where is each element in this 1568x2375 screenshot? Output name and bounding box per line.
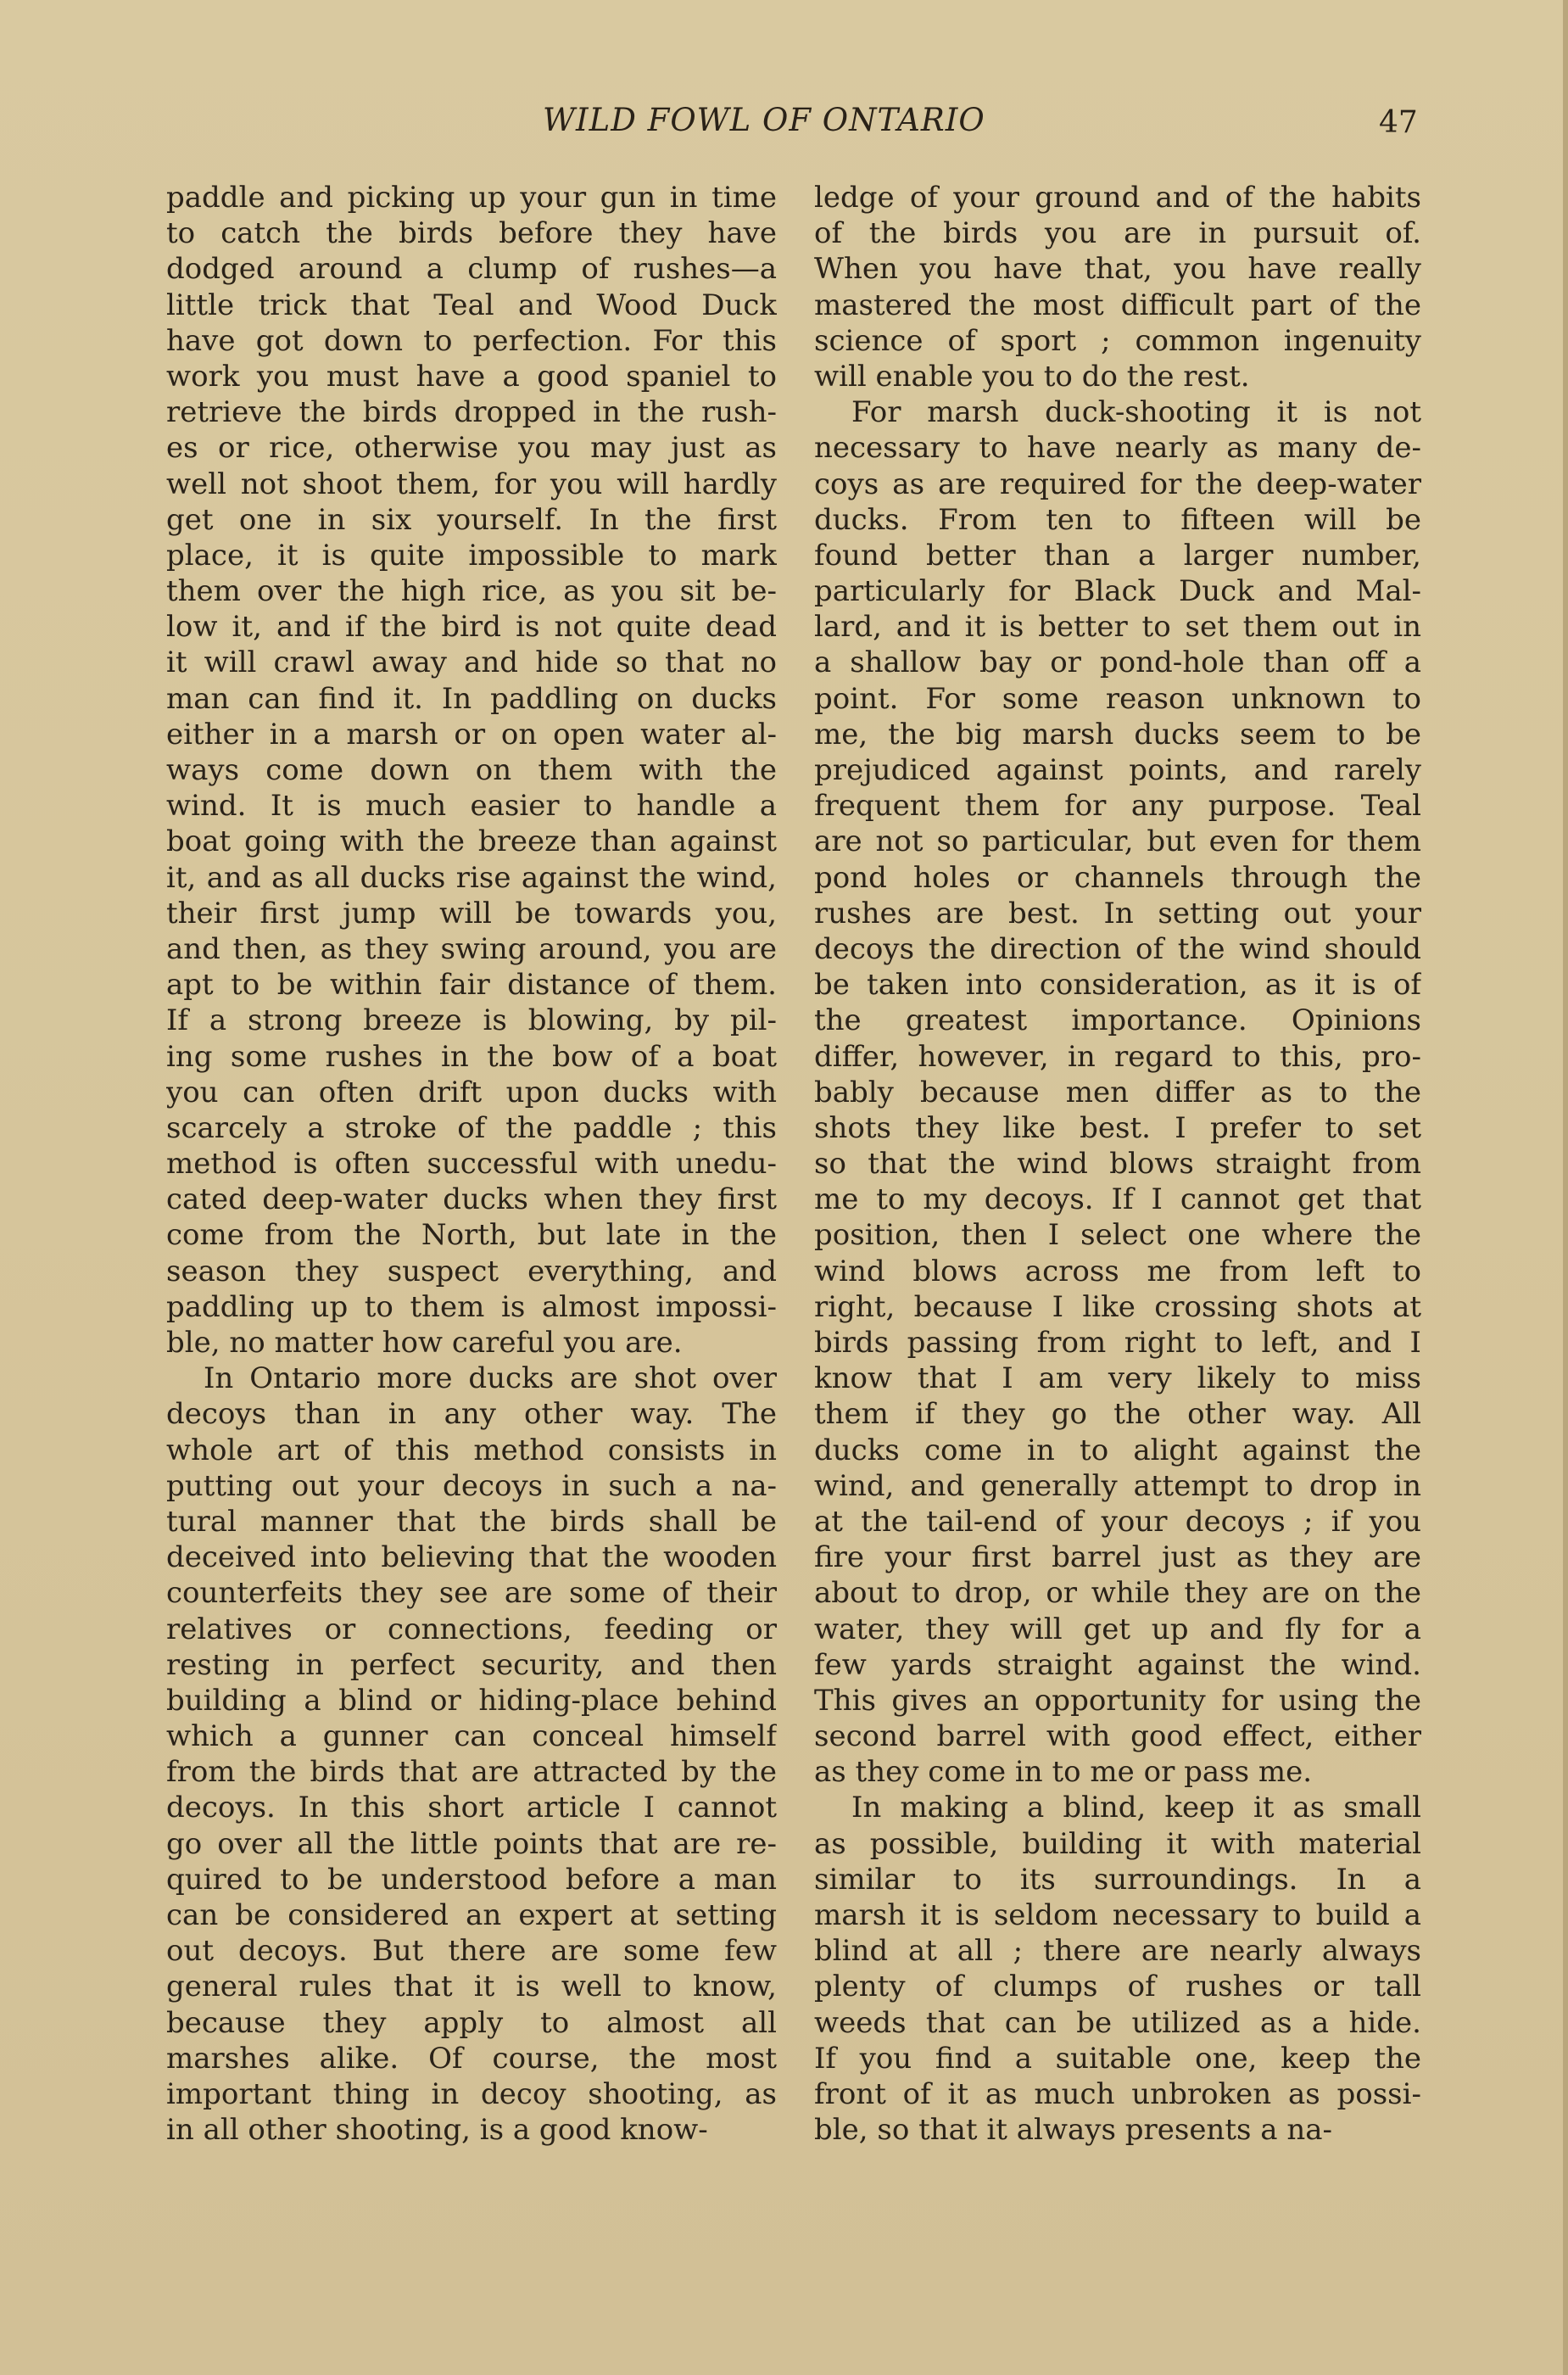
left-column-line: ways come down on them with the: [166, 753, 777, 787]
left-column-line: it will crawl away and hide so that no: [166, 645, 777, 680]
right-column-line: lard, and it is better to set them out in: [814, 610, 1421, 645]
left-column-line: to catch the birds before they have: [166, 216, 777, 251]
right-column-line: similar to its surroundings. In a: [814, 1862, 1421, 1897]
right-column-line: blind at all ; there are nearly always: [814, 1934, 1421, 1969]
right-column-line: of the birds you are in pursuit of.: [814, 216, 1421, 251]
page-edge: [1563, 0, 1568, 2375]
left-column-line: whole art of this method consists in: [166, 1433, 777, 1467]
right-column-line: shots they like best. I prefer to set: [814, 1110, 1421, 1145]
right-column-line: a shallow bay or pond-hole than off a: [814, 645, 1421, 680]
right-column-line: ducks. From ten to fifteen will be: [814, 502, 1421, 537]
right-column-line: When you have that, you have really: [814, 252, 1421, 287]
left-column-line: relatives or connections, feeding or: [166, 1612, 777, 1646]
left-column-line: boat going with the breeze than against: [166, 824, 777, 859]
left-column-line: out decoys. But there are some few: [166, 1934, 777, 1969]
right-column-line: differ, however, in regard to this, pro-: [814, 1039, 1421, 1074]
right-column-line: found better than a larger number,: [814, 538, 1421, 573]
right-column-line: second barrel with good effect, either: [814, 1719, 1421, 1754]
left-column-line: from the birds that are attracted by the: [166, 1755, 777, 1790]
right-column-line: marsh it is seldom necessary to build a: [814, 1898, 1421, 1932]
left-column-line: place, it is quite impossible to mark: [166, 538, 777, 573]
right-column-line: the greatest importance. Opinions: [814, 1003, 1421, 1038]
right-column-line: particularly for Black Duck and Mal-: [814, 574, 1421, 609]
left-column-line: because they apply to almost all: [166, 2005, 777, 2040]
left-column-line: apt to be within fair distance of them.: [166, 968, 777, 1003]
right-column-line: me, the big marsh ducks seem to be: [814, 717, 1421, 752]
left-column-line: man can find it. In paddling on ducks: [166, 681, 777, 716]
left-column-line: In Ontario more ducks are shot over: [204, 1361, 777, 1396]
right-column-line: few yards straight against the wind.: [814, 1647, 1421, 1682]
right-column-line: are not so particular, but even for them: [814, 824, 1421, 859]
right-column-line: me to my decoys. If I cannot get that: [814, 1182, 1421, 1217]
left-column-line: and then, as they swing around, you are: [166, 931, 777, 966]
left-column-line: in all other shooting, is a good know-: [166, 2113, 708, 2148]
left-column-line: either in a marsh or on open water al-: [166, 717, 777, 752]
left-column-line: you can often drift upon ducks with: [166, 1075, 777, 1109]
right-column-line: so that the wind blows straight from: [814, 1147, 1421, 1182]
right-column-line: If you find a suitable one, keep the: [814, 2041, 1421, 2076]
right-column-line: fire your first barrel just as they are: [814, 1540, 1421, 1575]
left-column-line: them over the high rice, as you sit be-: [166, 574, 777, 609]
left-column-line: If a strong breeze is blowing, by pil-: [166, 1003, 777, 1038]
left-column-line: paddle and picking up your gun in time: [166, 181, 777, 215]
right-column-line: ble, so that it always presents a na-: [814, 2113, 1332, 2148]
running-title: WILD FOWL OF ONTARIO: [543, 102, 985, 138]
left-column-line: resting in perfect security, and then: [166, 1647, 777, 1682]
right-column-line: bably because men differ as to the: [814, 1075, 1421, 1109]
left-column-line: method is often successful with unedu-: [166, 1147, 777, 1182]
left-column-line: wind. It is much easier to handle a: [166, 789, 777, 824]
left-column-line: come from the North, but late in the: [166, 1218, 777, 1253]
left-column-line: go over all the little points that are re-: [166, 1826, 777, 1861]
right-column-line: wind blows across me from left to: [814, 1254, 1421, 1288]
left-column-line: scarcely a stroke of the paddle ; this: [166, 1110, 777, 1145]
right-column-line: them if they go the other way. All: [814, 1397, 1421, 1432]
right-column-line: necessary to have nearly as many de-: [814, 431, 1421, 466]
left-column-line: paddling up to them is almost impossi-: [166, 1289, 777, 1324]
left-column-line: deceived into believing that the wooden: [166, 1540, 777, 1575]
left-column-line: putting out your decoys in such a na-: [166, 1468, 777, 1503]
right-column-line: plenty of clumps of rushes or tall: [814, 1970, 1421, 2004]
right-column-line: point. For some reason unknown to: [814, 681, 1421, 716]
left-column-line: it, and as all ducks rise against the wind,: [166, 860, 777, 895]
right-column-line: In making a blind, keep it as small: [851, 1791, 1421, 1825]
left-column-line: little trick that Teal and Wood Duck: [166, 288, 777, 322]
left-column-line: building a blind or hiding-place behind: [166, 1683, 777, 1718]
left-column-line: work you must have a good spaniel to: [166, 359, 777, 394]
right-column-line: be taken into consideration, as it is of: [814, 968, 1421, 1003]
right-column-line: wind, and generally attempt to drop in: [814, 1468, 1421, 1503]
right-column-line: ledge of your ground and of the habits: [814, 181, 1421, 215]
right-column-line: prejudiced against points, and rarely: [814, 753, 1421, 787]
right-column-line: about to drop, or while they are on the: [814, 1576, 1421, 1611]
left-column-line: decoys than in any other way. The: [166, 1397, 777, 1432]
right-column-line: water, they will get up and fly for a: [814, 1612, 1421, 1646]
right-column-line: birds passing from right to left, and I: [814, 1326, 1421, 1360]
right-column-line: as possible, building it with material: [814, 1826, 1421, 1861]
left-column-line: marshes alike. Of course, the most: [166, 2041, 777, 2076]
right-column-line: For marsh duck-shooting it is not: [851, 395, 1421, 430]
right-column-line: position, then I select one where the: [814, 1218, 1421, 1253]
left-column-line: their first jump will be towards you,: [166, 896, 777, 930]
left-column-line: ing some rushes in the bow of a boat: [166, 1039, 777, 1074]
right-column-line: ducks come in to alight against the: [814, 1433, 1421, 1467]
left-column-line: well not shoot them, for you will hardly: [166, 467, 777, 501]
left-column-line: which a gunner can conceal himself: [166, 1719, 777, 1754]
left-column-line: retrieve the birds dropped in the rush-: [166, 395, 777, 430]
right-column-line: will enable you to do the rest.: [814, 359, 1250, 394]
right-column-line: rushes are best. In setting out your: [814, 896, 1421, 930]
left-column-line: low it, and if the bird is not quite dead: [166, 610, 777, 645]
running-head: [0, 102, 1568, 153]
left-column-line: cated deep-water ducks when they first: [166, 1182, 777, 1217]
right-column: [814, 180, 1421, 2148]
left-column-line: can be considered an expert at setting: [166, 1898, 777, 1932]
right-column-line: coys as are required for the deep-water: [814, 467, 1421, 501]
left-column-line: ble, no matter how careful you are.: [166, 1326, 683, 1360]
left-column-line: dodged around a clump of rushes—a: [166, 252, 777, 287]
left-column-line: get one in six yourself. In the first: [166, 502, 777, 537]
right-column-line: mastered the most difficult part of the: [814, 288, 1421, 322]
right-column-line: decoys the direction of the wind should: [814, 931, 1421, 966]
left-column-line: important thing in decoy shooting, as: [166, 2076, 777, 2111]
right-column-line: as they come in to me or pass me.: [814, 1755, 1313, 1790]
page-number: 47: [1379, 105, 1418, 140]
right-column-line: know that I am very likely to miss: [814, 1361, 1421, 1396]
right-column-line: pond holes or channels through the: [814, 860, 1421, 895]
left-column-line: decoys. In this short article I cannot: [166, 1791, 777, 1825]
left-column-line: counterfeits they see are some of their: [166, 1576, 777, 1611]
right-column-line: frequent them for any purpose. Teal: [814, 789, 1421, 824]
left-column: [166, 180, 777, 2148]
right-column-line: This gives an opportunity for using the: [814, 1683, 1421, 1718]
right-column-line: front of it as much unbroken as possi-: [814, 2076, 1421, 2111]
right-column-line: science of sport ; common ingenuity: [814, 323, 1421, 358]
right-column-line: weeds that can be utilized as a hide.: [814, 2005, 1421, 2040]
right-column-line: at the tail-end of your decoys ; if you: [814, 1504, 1421, 1539]
left-column-line: season they suspect everything, and: [166, 1254, 777, 1288]
left-column-line: general rules that it is well to know,: [166, 1970, 777, 2004]
right-column-line: right, because I like crossing shots at: [814, 1289, 1421, 1324]
left-column-line: es or rice, otherwise you may just as: [166, 431, 777, 466]
left-column-line: have got down to perfection. For this: [166, 323, 777, 358]
left-column-line: tural manner that the birds shall be: [166, 1504, 777, 1539]
left-column-line: quired to be understood before a man: [166, 1862, 777, 1897]
